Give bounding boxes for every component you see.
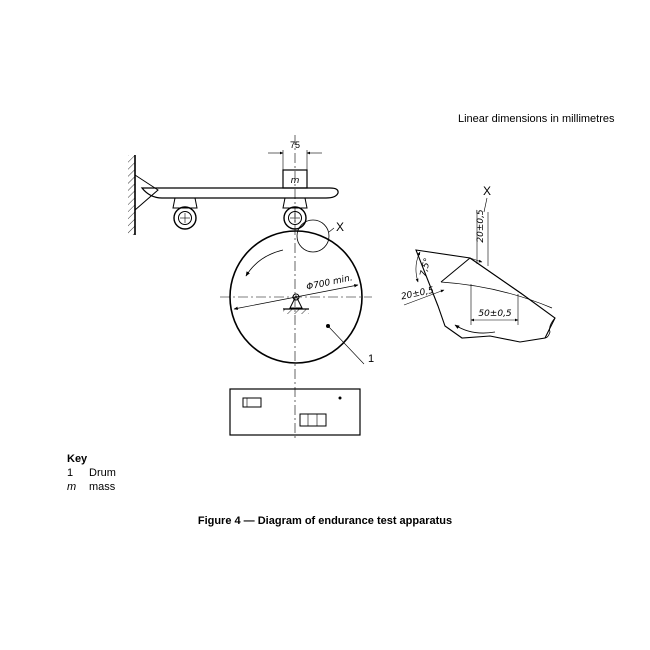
- detail-dim-top: 20±0,5: [476, 209, 486, 243]
- wall-mount: [128, 155, 158, 235]
- key-item-mass: [67, 480, 116, 494]
- key-label: Drum: [89, 467, 116, 479]
- drum: [220, 231, 374, 365]
- detail-x-label: X: [335, 220, 345, 234]
- key-title: Key: [67, 453, 88, 465]
- key-item-drum: [67, 466, 116, 480]
- detail-x-title: X: [482, 184, 492, 198]
- key-label: mass: [89, 481, 116, 493]
- units-note: Linear dimensions in millimetres: [458, 113, 615, 125]
- detail-x-view: [400, 184, 555, 342]
- drum-diameter-label: Φ700 min.: [305, 273, 354, 293]
- key-symbol: 1: [67, 467, 74, 479]
- detail-dim-bottom: 50±0,5: [478, 309, 512, 319]
- drum-callout-label: 1: [367, 353, 375, 365]
- mass-width-label: 75: [289, 140, 301, 150]
- detail-dim-angle: 7,5°: [418, 257, 434, 278]
- left-wheel: [173, 198, 197, 229]
- key-symbol: m: [67, 481, 77, 493]
- mass-symbol: m: [290, 176, 300, 186]
- key-block: [67, 452, 116, 494]
- figure-caption: Figure 4 — Diagram of endurance test apparatus: [197, 515, 453, 527]
- detail-dim-left: 20±0,5: [400, 285, 435, 303]
- skateboard-deck: [142, 188, 338, 198]
